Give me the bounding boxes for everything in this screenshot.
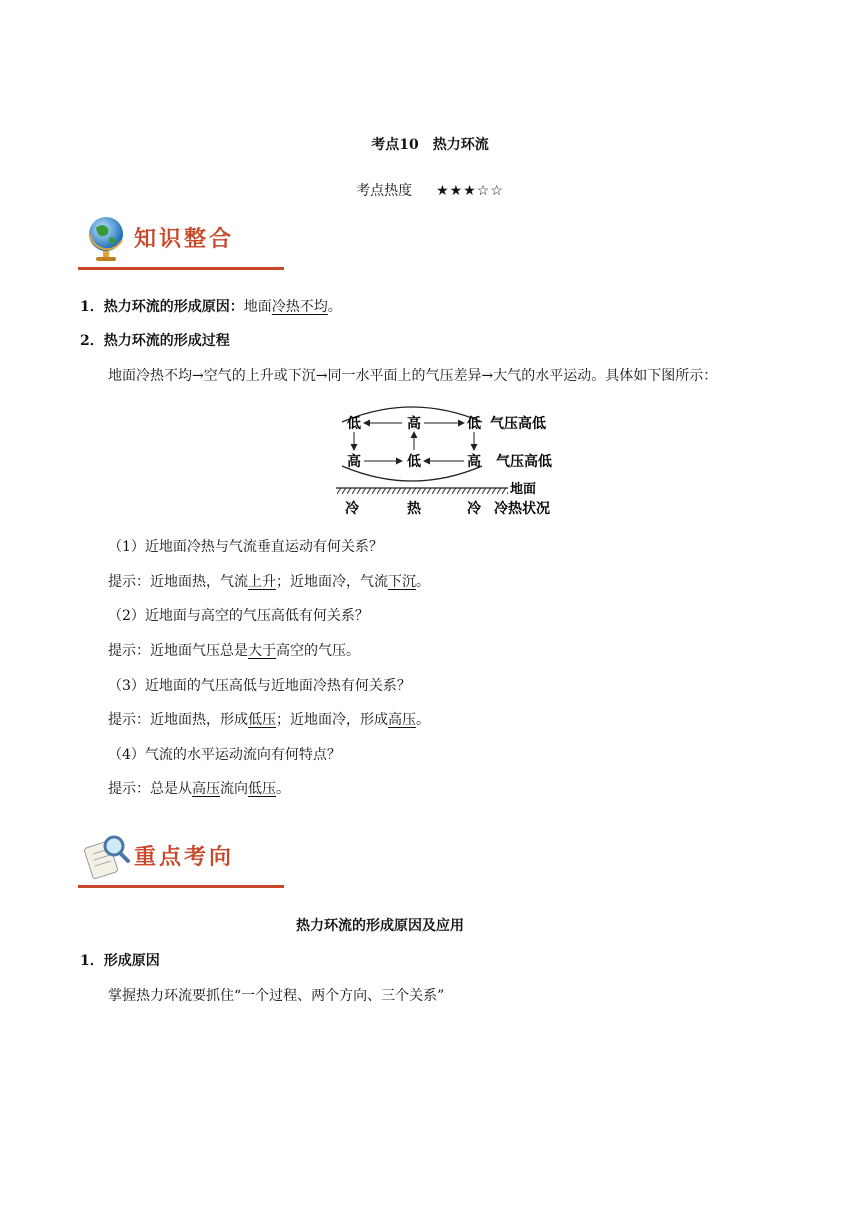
thermal-circulation-diagram [332,398,572,522]
pressure-cell: 高 [467,454,481,470]
temperature-cell: 冷 [467,501,481,517]
hint-text: 高空的气压。 [276,643,360,659]
heat-label: 考点热度 [356,183,413,199]
hint-text: 。 [276,781,290,797]
hint-text: 提示：近地面热，气流 [108,574,248,590]
hint [108,709,430,729]
answer-underline: 低压 [248,712,276,728]
pressure-cell: 低 [407,454,421,470]
ground-label: 地面 [510,482,537,497]
item-number: 2． [80,333,104,349]
hint-text: ；近地面冷，气流 [276,574,388,590]
heat-stars: ★★★☆☆ [436,183,504,199]
answer-underline: 高压 [388,712,416,728]
ground-hatch [336,488,508,494]
question: （4）气流的水平运动流向有何特点？ [108,747,341,763]
item-heading: 热力环流的形成原因： [103,299,244,315]
temperature-cell: 热 [407,501,421,517]
hint-text: ；近地面冷，形成 [276,712,388,728]
item-text: 地面 [243,299,272,315]
item-formation-cause [80,296,342,316]
answer-underline: 下沉 [388,574,416,590]
pressure-label-top: 气压高低 [490,416,546,432]
pressure-cell: 高 [407,416,421,432]
temperature-cell: 冷 [345,501,359,517]
banner-rule [78,267,284,270]
item-number: 1． [80,953,104,969]
item-formation-process [80,330,230,350]
summary-text: 掌握热力环流要抓住“一个过程、两个方向、三个关系” [108,988,445,1004]
answer-underline: 大于 [248,643,276,659]
hint-text: 流向 [220,781,248,797]
section-banner-key-points [78,830,284,888]
hint [108,640,360,660]
hint-text: 。 [416,712,430,728]
question: （3）近地面的气压高低与近地面冷热有何关系？ [108,678,411,694]
hint-text: 。 [416,574,430,590]
answer-underline: 上升 [248,574,276,590]
subsection-title: 热力环流的形成原因及应用 [296,918,464,934]
item-tail: 。 [327,299,342,315]
item-heading: 热力环流的形成过程 [103,333,230,349]
question: （1）近地面冷热与气流垂直运动有何关系？ [108,539,383,555]
pressure-cell: 高 [347,454,361,470]
section-banner-knowledge [78,212,284,270]
item-formation-cause-2 [80,950,160,970]
temperature-label: 冷热状况 [494,501,550,517]
banner-rule [78,885,284,888]
item-number: 1． [80,299,104,315]
answer-underline: 高压 [192,781,220,797]
process-text: 地面冷热不均→空气的上升或下沉→同一水平面上的气压差异→大气的水平运动。具体如下图所示： [108,368,718,384]
heat-rating [0,180,860,200]
banner-title: 知识整合 [134,227,235,252]
notebook-magnifier-icon [82,830,132,884]
page-title: 考点10 热力环流 [371,137,489,153]
globe-icon [82,212,132,266]
item-heading: 形成原因 [103,953,160,969]
pressure-cell: 低 [347,416,361,432]
pressure-label-bottom: 气压高低 [496,454,552,470]
hint [108,571,430,591]
question: （2）近地面与高空的气压高低有何关系？ [108,608,369,624]
answer-underline: 冷热不均 [271,299,328,315]
hint-text: 提示：近地面热，形成 [108,712,248,728]
answer-underline: 低压 [248,781,276,797]
hint-text: 提示：总是从 [108,781,192,797]
pressure-cell: 低 [467,416,481,432]
banner-title: 重点考向 [134,845,235,870]
hint [108,778,290,798]
hint-text: 提示：近地面气压总是 [108,643,248,659]
